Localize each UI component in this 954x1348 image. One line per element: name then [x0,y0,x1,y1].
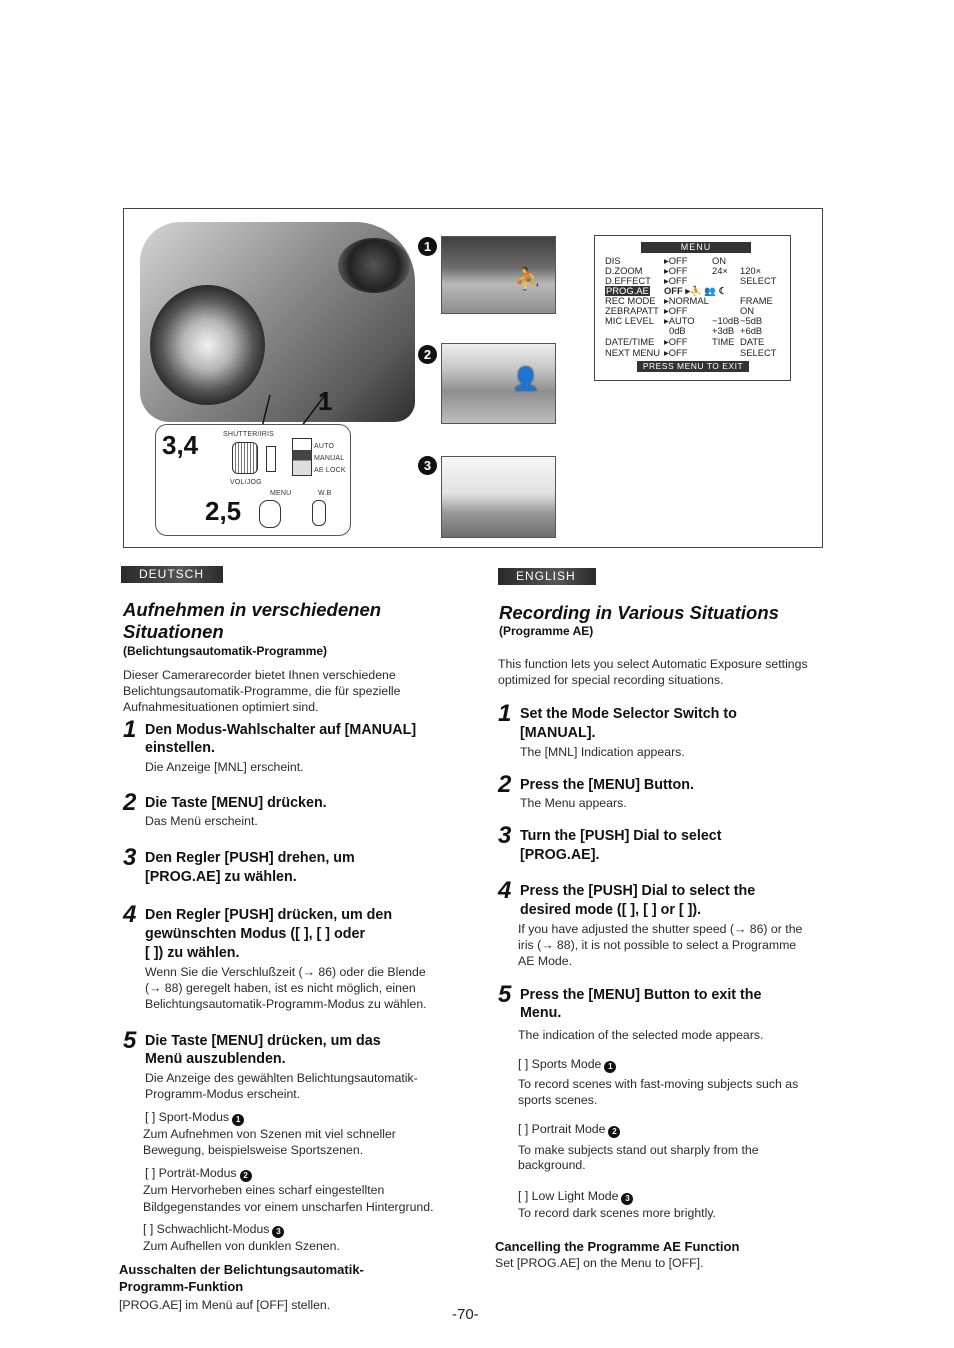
menu-row: D.ZOOM ▸OFF 24× 120× [605,265,762,276]
en-step-1-title-2: [MANUAL]. [520,725,596,741]
en-step-4-desc-1: If you have adjusted the shutter speed (→ 86) or the [518,922,803,936]
menu-row: REC MODE ▸NORMAL FRAME [605,295,773,306]
de-title-line2: Situationen [123,621,224,642]
de-subtitle: (Belichtungsautomatik-Programme) [123,644,328,658]
de-intro-2: Belichtungsautomatik-Programme, die für spezielle [123,684,401,698]
camcorder-lens [150,285,265,405]
badge-english: ENGLISH [498,568,596,585]
label-shutter-iris: SHUTTER/IRIS [223,431,275,438]
en-step-4-desc-3: AE Mode. [518,954,572,968]
de-step-5-title-1: Die Taste [MENU] drücken, um das [145,1033,381,1049]
en-mode-3-desc: To record dark scenes more brightly. [518,1206,716,1220]
dial-slot [266,446,276,472]
en-step-4-desc-2: iris (→ 88), it is not possible to select a Programme [518,938,797,952]
de-step-4-title-1: Den Regler [PUSH] drücken, um den [145,907,393,923]
menu-row: MIC LEVEL ▸AUTO −10dB −5dB [605,315,763,326]
de-step-1-desc: Die Anzeige [MNL] erscheint. [145,760,304,774]
de-step-1-title-2: einstellen. [145,740,215,756]
menu-row: 0dB +3dB +6dB [669,325,763,336]
en-step-2-title: Press the [MENU] Button. [520,777,694,793]
en-step-5-desc: The indication of the selected mode appears. [518,1028,764,1042]
en-mode-2-label: [ ] Portrait Mode 2 [518,1121,620,1138]
de-cancel-title-2: Programm-Funktion [119,1279,244,1294]
en-intro-1: This function lets you select Automatic Exposure settings [498,657,808,671]
de-title-line1: Aufnehmen in verschiedenen [123,599,382,620]
en-step-4-title-1: Press the [PUSH] Dial to select the [520,883,756,899]
de-mode-3-desc: Zum Aufhellen von dunklen Szenen. [143,1239,340,1253]
menu-row: DATE/TIME ▸OFF TIME DATE [605,336,765,347]
menu-button [259,500,281,528]
en-step-4-title-2: desired mode ([ ], [ ] or [ ]). [520,902,702,918]
de-step-3-title-1: Den Regler [PUSH] drehen, um [145,850,355,866]
num-circle-3: 3 [418,456,437,475]
en-step-3-title-2: [PROG.AE]. [520,847,600,863]
de-step-2-title: Die Taste [MENU] drücken. [145,795,327,811]
sports-mode-icon: ⛹ [514,266,542,291]
camcorder-viewfinder [338,238,410,293]
de-cancel-title-1: Ausschalten der Belichtungsautomatik- [119,1262,364,1277]
de-mode-3-label: [ ] Schwachlicht-Modus 3 [143,1221,284,1238]
de-intro-3: Aufnahmesituationen optimiert sind. [123,700,319,714]
en-title: Recording in Various Situations [499,602,779,623]
en-cancel-title: Cancelling the Programme AE Function [495,1239,740,1254]
en-step-1-desc: The [MNL] Indication appears. [520,745,685,759]
de-mode-1-desc-1: Zum Aufnehmen von Szenen mit viel schneller [143,1127,396,1141]
page-number: -70- [452,1306,479,1323]
de-step-5-title-2: Menü auszublenden. [145,1051,286,1067]
de-step-4-title-2: gewünschten Modus ([ ], [ ] oder [145,926,366,942]
en-mode-2-desc-2: background. [518,1158,586,1172]
menu-row-prog-ae: PROG.AE OFF ▸⛹ 👥 ☾ [606,285,728,296]
mode-selector-switch [292,438,312,476]
wb-button [312,500,326,526]
de-step-4-desc-1: Wenn Sie die Verschlußzeit (→ 86) oder die Blende [145,965,426,979]
en-intro-2: optimized for special recording situations. [498,673,724,687]
label-auto: AUTO [314,443,335,450]
de-step-4-title-3: [ ]) zu wählen. [145,945,240,961]
de-mode-2-desc-1: Zum Hervorheben eines scharf eingestellten [143,1183,385,1197]
label-ae-lock: AE LOCK [314,467,346,474]
de-mode-2-desc-2: Bildgegenstandes vor einem unscharfen Hintergrund. [143,1200,434,1214]
de-step-3-title-2: [PROG.AE] zu wählen. [145,869,297,885]
de-step-5-desc-2: Programm-Modus erscheint. [145,1087,301,1101]
label-menu: MENU [270,490,292,497]
en-step-3-title-1: Turn the [PUSH] Dial to select [520,828,722,844]
de-step-2-desc: Das Menü erscheint. [145,814,258,828]
en-step-5-title-1: Press the [MENU] Button to exit the [520,987,762,1003]
menu-title: MENU [641,242,751,253]
en-mode-2-desc-1: To make subjects stand out sharply from the [518,1143,759,1157]
callout-2-5: 2,5 [205,496,242,526]
de-mode-2-label: [ ] Porträt-Modus 2 [145,1165,252,1182]
menu-footer: PRESS MENU TO EXIT [637,361,749,372]
en-mode-1-desc-2: sports scenes. [518,1093,598,1107]
menu-row: ZEBRAPATT ▸OFF ON [605,305,755,316]
photo-low-light-mode [441,456,556,538]
badge-deutsch: DEUTSCH [121,566,223,583]
de-step-1-title-1: Den Modus-Wahlschalter auf [MANUAL] [145,722,417,738]
callout-1: 1 [318,386,333,416]
en-subtitle: (Programme AE) [499,624,594,638]
label-vol-jog: VOL/JOG [230,479,262,486]
en-step-2-desc: The Menu appears. [520,796,627,810]
de-intro-1: Dieser Camerarecorder bietet Ihnen verschiedene [123,668,396,682]
label-wb: W.B [318,490,332,497]
de-mode-1-label: [ ] Sport-Modus 1 [145,1109,244,1126]
en-step-1-title-1: Set the Mode Selector Switch to [520,706,737,722]
en-step-5-title-2: Menu. [520,1005,562,1021]
menu-row: D.EFFECT ▸OFF SELECT [605,275,777,286]
portrait-mode-icon: 👤 [512,366,540,391]
de-step-4-desc-3: Belichtungsautomatik-Programm-Modus zu wählen. [145,997,427,1011]
de-cancel-desc: [PROG.AE] im Menü auf [OFF] stellen. [119,1298,331,1312]
menu-row: DIS ▸OFF ON [605,255,727,266]
num-circle-2: 2 [418,345,437,364]
de-step-5-desc-1: Die Anzeige des gewählten Belichtungsautomatik- [145,1071,418,1085]
en-mode-1-desc-1: To record scenes with fast-moving subjects such as [518,1077,799,1091]
menu-row: NEXT MENU ▸OFF SELECT [605,347,777,358]
de-step-4-desc-2: (→ 88) geregelt haben, ist es nicht möglich, einen [145,981,416,995]
en-cancel-desc: Set [PROG.AE] on the Menu to [OFF]. [495,1256,704,1270]
push-dial [232,442,258,474]
callout-3-4: 3,4 [162,430,199,460]
num-circle-1: 1 [418,237,437,256]
menu-screen [594,235,791,381]
label-manual: MANUAL [314,455,345,462]
de-mode-1-desc-2: Bewegung, beispielsweise Sportszenen. [143,1143,364,1157]
en-mode-1-label: [ ] Sports Mode 1 [518,1056,616,1073]
en-mode-3-label: [ ] Low Light Mode 3 [518,1188,633,1205]
